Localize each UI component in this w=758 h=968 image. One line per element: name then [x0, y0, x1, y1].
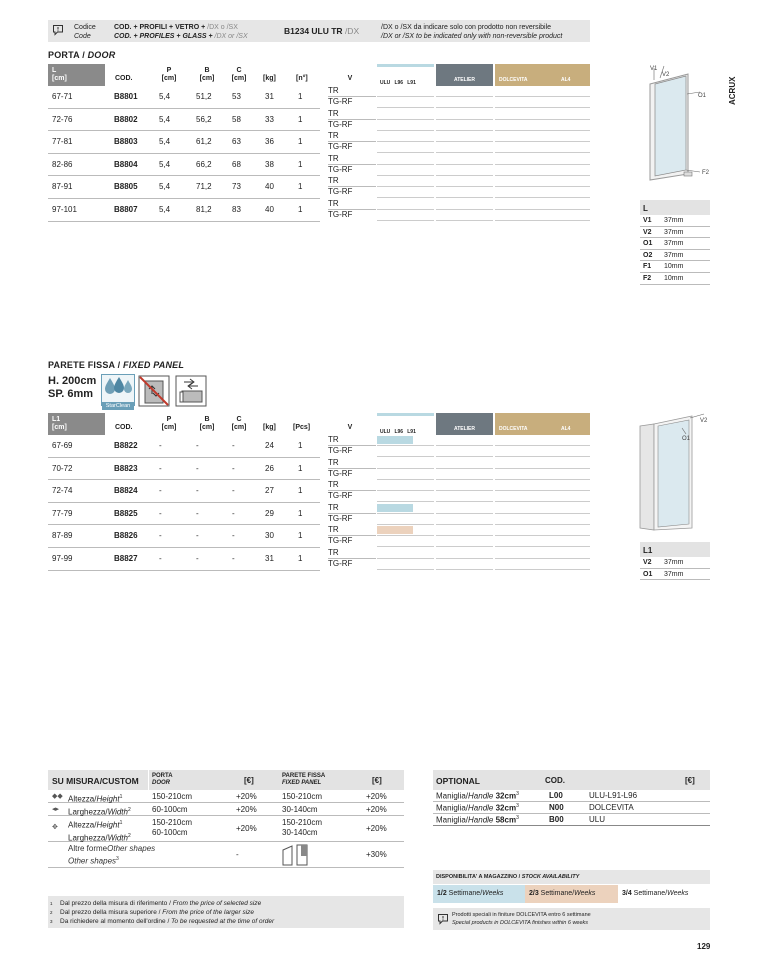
row-cod: B8802	[114, 114, 138, 124]
row-c: -	[232, 463, 235, 473]
label-v1: V1	[650, 66, 658, 72]
door-title: PORTA / DOOR	[48, 50, 116, 60]
finish-swatch	[377, 504, 413, 512]
arrows-icon: ✥	[52, 824, 58, 831]
row-p: 5,4	[159, 182, 171, 192]
table-row	[48, 548, 590, 571]
panel-dims-table	[640, 542, 710, 580]
dim-row: F1 10mm	[640, 261, 710, 273]
row-glass: TR TG-RF	[328, 154, 376, 175]
row-glass: TR TG-RF	[328, 458, 376, 479]
row-p: -	[159, 531, 162, 541]
panel-drawing	[634, 410, 714, 535]
table-row	[48, 480, 590, 503]
row-n: 1	[298, 114, 303, 124]
starclean-badge: StarClean	[101, 374, 135, 406]
table-row	[48, 176, 590, 199]
panel-dims-head: L1	[640, 542, 710, 557]
dim-row: O2 37mm	[640, 250, 710, 262]
col-v: V	[347, 75, 353, 82]
row-glass: TR TG-RF	[328, 503, 376, 524]
table-row	[48, 503, 590, 526]
arrows-icon: ◂▸	[52, 806, 60, 813]
row-kg: 31	[265, 554, 274, 563]
row-l: 87-91	[52, 182, 73, 192]
dim-row: V2 37mm	[640, 227, 710, 239]
row-b: 81,2	[196, 205, 212, 214]
optional-row: Maniglia/Handle $58cm^3$ B00 ULU	[433, 814, 710, 826]
row-kg: 26	[265, 463, 274, 473]
row-p: 5,4	[159, 205, 171, 214]
row-c: 53	[232, 92, 241, 101]
panel-table-header	[48, 413, 590, 435]
row-n: 1	[298, 531, 303, 541]
row-glass: TR TG-RF	[328, 109, 376, 130]
reversible-panel-icon	[175, 375, 207, 407]
row-b: 66,2	[196, 159, 212, 169]
row-kg: 40	[265, 205, 274, 214]
col-atelier: ATELIER	[436, 64, 493, 86]
panel-thickness: SP. 6mm	[48, 388, 94, 400]
availability-item: 1/2 Settimane/Weeks	[433, 885, 525, 903]
row-p: 5,4	[159, 92, 171, 101]
shape-icons	[282, 844, 312, 868]
footnote: 2 Dal prezzo della misura superiore / From the price of the larger size	[50, 909, 255, 916]
col-l: L [cm]	[48, 64, 105, 86]
row-c: -	[232, 441, 235, 450]
water-drops-icon	[102, 375, 134, 397]
footnote: 3 Da richiedere al momento dell'ordine / To be requested at the time of order	[50, 918, 275, 925]
table-row	[48, 525, 590, 548]
row-l: 77-79	[52, 508, 73, 518]
row-p: 5,4	[159, 114, 171, 124]
custom-row: ◂▸ Larghezza/Width$^2$ 60-100cm +20% 30-140cm +20%	[48, 803, 404, 816]
custom-size-table	[48, 770, 404, 866]
row-glass: TR TG-RF	[328, 199, 376, 220]
footnote: 1 Dal prezzo della misura di riferimento / From the price of selected size	[50, 900, 262, 907]
optional-row: Maniglia/Handle $32cm^3$ N00 DOLCEVITA	[433, 802, 710, 814]
panel-specs	[48, 375, 96, 401]
row-glass: TR TG-RF	[328, 86, 376, 107]
col-kg: [kg]	[263, 75, 276, 82]
row-l: 97-101	[52, 205, 77, 214]
label-o1: O1	[698, 93, 707, 99]
door-table-header	[48, 64, 590, 86]
row-p: -	[159, 486, 162, 496]
finish-swatch	[377, 436, 413, 444]
table-row	[48, 86, 590, 109]
row-cod: B8827	[114, 554, 138, 563]
row-l: 70-72	[52, 463, 73, 473]
availability-item: 3/4 Settimane/Weeks	[618, 885, 710, 903]
speech-bubble-icon	[437, 913, 449, 925]
custom-row: ◆◆ Altezza/Height$^1$ 150-210cm +20% 150-210cm +20%	[48, 790, 404, 803]
custom-header: SU MISURA/CUSTOM PORTA DOOR [€] PARETE FISSA FIXED PANEL [€]	[48, 770, 404, 790]
row-kg: 36	[265, 137, 274, 147]
row-b: -	[196, 441, 199, 450]
row-c: -	[232, 486, 235, 496]
dim-row: V1 37mm	[640, 215, 710, 227]
col-dolcevita: DOLCEVITA AL4	[495, 413, 590, 435]
row-c: 83	[232, 205, 241, 214]
row-kg: 40	[265, 182, 274, 192]
custom-row: ✥ Altezza/Height$^1$ Larghezza/Width$^2$ 150-210cm 60-100cm +20% 150-210cm 30-140cm +20%	[48, 816, 404, 842]
panel-height: H. 200cm	[48, 375, 97, 387]
row-kg: 30	[265, 531, 274, 541]
row-n: 1	[298, 554, 303, 563]
row-b: -	[196, 486, 199, 496]
code-example: B1234 ULU TR /DX	[284, 26, 360, 36]
dim-row: F2 10mm	[640, 273, 710, 285]
availability-item: 2/3 Settimane/Weeks	[525, 885, 618, 903]
row-n: 1	[298, 159, 303, 169]
table-row	[48, 109, 590, 132]
row-kg: 38	[265, 159, 274, 169]
optional-row: Maniglia/Handle $32cm^3$ L00 ULU-L91-L96	[433, 790, 710, 802]
col-n: [n°]	[296, 75, 308, 82]
row-b: -	[196, 531, 199, 541]
col-pcs: [Pcs]	[293, 424, 311, 431]
row-cod: B8801	[114, 92, 138, 101]
special-note: Prodotti speciali in finiture DOLCEVITA entro 6 settimane Special products in DOLCEVITA finishes within 6 weeks	[433, 908, 710, 930]
row-cod: B8804	[114, 159, 138, 169]
row-glass: TR TG-RF	[328, 176, 376, 197]
row-b: -	[196, 463, 199, 473]
col-b: B [cm]	[199, 416, 215, 431]
row-p: -	[159, 463, 162, 473]
table-row	[48, 199, 590, 222]
col-ulu: ULU L96 L91	[377, 64, 434, 86]
label-f2: F2	[702, 170, 710, 176]
col-dolcevita: DOLCEVITA AL4	[495, 64, 590, 86]
row-l: 67-69	[52, 441, 73, 450]
dim-row: V2 37mm	[640, 557, 710, 569]
row-c: -	[232, 531, 235, 541]
row-c: 58	[232, 114, 241, 124]
row-l: 97-99	[52, 554, 73, 563]
row-b: 61,2	[196, 137, 212, 147]
row-l: 82-86	[52, 159, 73, 169]
row-n: 1	[298, 137, 303, 147]
col-c: C [cm]	[231, 416, 247, 431]
row-n: 1	[298, 92, 303, 101]
row-p: -	[159, 508, 162, 518]
row-p: 5,4	[159, 159, 171, 169]
row-kg: 29	[265, 508, 274, 518]
label-o1: O1	[682, 436, 691, 442]
col-cod: COD.	[115, 424, 133, 431]
row-c: -	[232, 508, 235, 518]
row-kg: 27	[265, 486, 274, 496]
row-glass: TR TG-RF	[328, 131, 376, 152]
row-cod: B8822	[114, 441, 138, 450]
row-glass: TR TG-RF	[328, 435, 376, 456]
row-p: -	[159, 554, 162, 563]
row-n: 1	[298, 508, 303, 518]
row-cod: B8807	[114, 205, 138, 214]
col-cod: COD.	[115, 75, 133, 82]
code-bar	[48, 20, 590, 42]
row-cod: B8805	[114, 182, 138, 192]
row-n: 1	[298, 463, 303, 473]
row-c: -	[232, 554, 235, 563]
row-l: 67-71	[52, 92, 73, 101]
row-kg: 31	[265, 92, 274, 101]
table-row	[48, 458, 590, 481]
door-drawing	[640, 62, 715, 192]
row-cod: B8823	[114, 463, 138, 473]
no-door-icon	[138, 375, 170, 407]
row-n: 1	[298, 182, 303, 192]
col-p: P [cm]	[161, 67, 177, 82]
row-c: 63	[232, 137, 241, 147]
footnotes	[48, 896, 404, 928]
row-b: 51,2	[196, 92, 212, 101]
col-c: C [cm]	[231, 67, 247, 82]
col-kg: [kg]	[263, 424, 276, 431]
col-l1: L1 [cm]	[48, 413, 105, 435]
custom-row: Altre formeOther shapes Other shapes$^3$ - +30%	[48, 842, 404, 868]
row-l: 72-76	[52, 114, 73, 124]
dim-row: O1 37mm	[640, 238, 710, 250]
dim-row: O1 37mm	[640, 569, 710, 581]
optional-table	[433, 770, 710, 826]
row-kg: 33	[265, 114, 274, 124]
row-n: 1	[298, 486, 303, 496]
page-number: 129	[697, 942, 711, 951]
finish-swatch	[377, 526, 413, 534]
row-glass: TR TG-RF	[328, 525, 376, 546]
col-atelier: ATELIER	[436, 413, 493, 435]
row-c: 73	[232, 182, 241, 192]
row-b: -	[196, 554, 199, 563]
availability-title: DISPONIBILITA' A MAGAZZINO / STOCK AVAILABILITY	[433, 870, 710, 884]
code-note: /DX o /SX da indicare solo con prodotto non reversibile /DX or /SX to be indicated only with non-reversible product	[381, 24, 563, 40]
col-v: V	[347, 424, 353, 431]
label-v2: V2	[700, 418, 708, 424]
col-ulu: ULU L96 L91	[377, 413, 434, 435]
row-cod: B8825	[114, 508, 138, 518]
label-v2: V2	[662, 72, 670, 78]
speech-bubble-icon	[52, 24, 64, 36]
code-label: Codice Code	[74, 24, 96, 40]
row-c: 68	[232, 159, 241, 169]
row-p: -	[159, 441, 162, 450]
side-label: ACRUX	[728, 76, 737, 105]
code-formula: COD. + PROFILI + VETRO + /DX o /SX COD. + PROFILES + GLASS + /DX or /SX	[114, 24, 248, 40]
row-p: 5,4	[159, 137, 171, 147]
door-dims-head: L	[640, 200, 710, 215]
row-cod: B8803	[114, 137, 138, 147]
door-dims-table	[640, 200, 710, 285]
row-glass: TR TG-RF	[328, 480, 376, 501]
table-row	[48, 131, 590, 154]
row-l: 77-81	[52, 137, 73, 147]
row-b: -	[196, 508, 199, 518]
table-row	[48, 154, 590, 177]
availability-items	[433, 885, 710, 903]
row-cod: B8824	[114, 486, 138, 496]
col-b: B [cm]	[199, 67, 215, 82]
row-glass: TR TG-RF	[328, 548, 376, 569]
panel-title: PARETE FISSA / FIXED PANEL	[48, 360, 185, 370]
row-b: 71,2	[196, 182, 212, 192]
arrows-icon: ◆◆	[52, 793, 63, 800]
col-p: P [cm]	[161, 416, 177, 431]
row-n: 1	[298, 205, 303, 214]
row-cod: B8826	[114, 531, 138, 541]
row-l: 72-74	[52, 486, 73, 496]
row-l: 87-89	[52, 531, 73, 541]
optional-header: OPTIONAL COD. [€]	[433, 770, 710, 790]
table-row	[48, 435, 590, 458]
row-n: 1	[298, 441, 303, 450]
row-b: 56,2	[196, 114, 212, 124]
row-kg: 24	[265, 441, 274, 450]
